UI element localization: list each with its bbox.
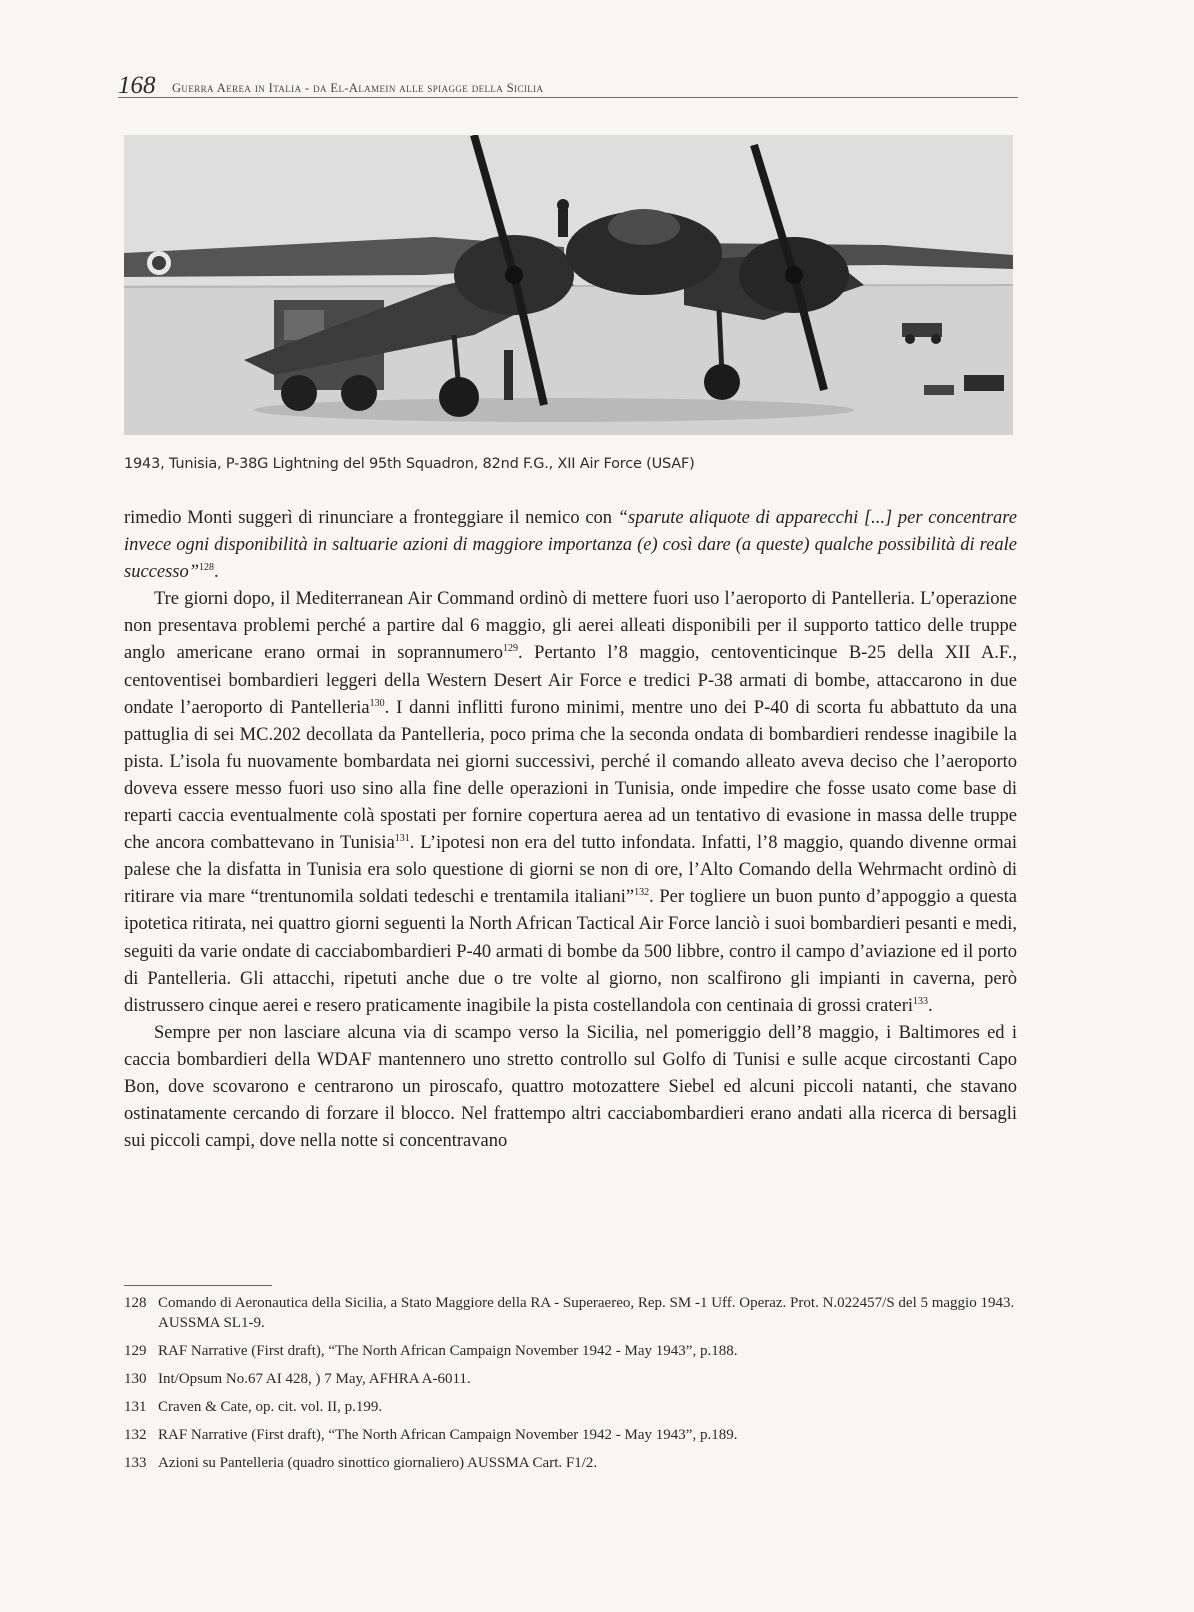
- footnote: [124, 1342, 1017, 1362]
- footnote-text: Craven & Cate, op. cit. vol. II, p.199.: [158, 1398, 383, 1415]
- paragraph-1-end: .: [214, 562, 219, 583]
- footnote: [124, 1454, 1017, 1474]
- paragraph-3: Sempre per non lasciare alcuna via di scampo verso la Sicilia, nel pomeriggio dell’8 maggio, i Baltimores ed i caccia bombardieri della WDAF mantennero uno stretto controllo sul Golfo di Tunisi e sulle acque circostanti Capo Bon, dove scovarono e centrarono un piroscafo, quattro motozattere Siebel ed alcuni piccoli natanti, che stavano ostinatamente cercando di forzare il blocco. Nel frattempo altri cacciabombardieri erano andati alla ricerca di bersagli sui piccoli campi, dove nella notte si concentravano: [124, 1022, 1017, 1152]
- running-title: Guerra Aerea in Italia - da El-Alamein alle spiagge della Sicilia: [172, 81, 544, 95]
- footnote-text: RAF Narrative (First draft), “The North African Campaign November 1942 - May 1943”, p.188.: [158, 1342, 738, 1359]
- paragraph-2-text-a: Tre giorni dopo, il Mediterranean Air Command ordinò di mettere fuori uso l’aeroporto di Pantelleria. L’operazione non presentava problemi perché a partire dal 6 maggio, gli aerei alleati disponibili per il supporto tattico delle truppe anglo americane erano ormai in soprannumero: [124, 589, 1017, 664]
- footnote-number: 129: [124, 1342, 147, 1359]
- footnotes: [124, 1294, 1017, 1482]
- paragraph-1: [124, 505, 1017, 586]
- running-header: [118, 74, 1018, 98]
- footnote-text: RAF Narrative (First draft), “The North African Campaign November 1942 - May 1943”, p.189.: [158, 1426, 738, 1443]
- footnote-ref-129: 129: [503, 643, 519, 655]
- footnote: [124, 1294, 1017, 1333]
- p38-photo-illustration: [124, 135, 1013, 435]
- footnote-ref-128: 128: [199, 562, 215, 574]
- paragraph-1-text: rimedio Monti suggerì di rinunciare a fronteggiare il nemico con: [124, 508, 618, 528]
- page-number: 168: [118, 72, 156, 99]
- header-rule: [118, 97, 1018, 98]
- footnote: [124, 1370, 1017, 1390]
- paragraph-2: [124, 586, 1017, 1020]
- footnote-ref-133: 133: [913, 995, 929, 1007]
- paragraph-2-text-d: . L’ipotesi non era del tutto infondata. Infatti, l’8 maggio, quando divenne ormai palese che la disfatta in Tunisia era solo questione di giorni se non di ore, l’Alto Comando della Wehrmacht ordinò di ritirare via mare “trentunomila soldati tedeschi e trentamila italiani”: [124, 833, 1017, 908]
- footnote-ref-132: 132: [634, 887, 650, 899]
- footnote-text: Azioni su Pantelleria (quadro sinottico giornaliero) AUSSMA Cart. F1/2.: [158, 1454, 598, 1471]
- footnote: [124, 1398, 1017, 1418]
- footnote-text: Int/Opsum No.67 AI 428, ) 7 May, AFHRA A-6011.: [158, 1370, 471, 1387]
- footnote: [124, 1426, 1017, 1446]
- footnote-number: 132: [124, 1426, 147, 1443]
- paragraph-2-text-b: . Pertanto l’8 maggio, centoventicinque B-25 della XII A.F., centoventisei bombardieri leggeri della Western Desert Air Force e tredici P-38 armati di bombe, attaccarono in due ondate l’aeroporto di Pantelleria: [124, 643, 1017, 718]
- footnote-text: Comando di Aeronautica della Sicilia, a Stato Maggiore della RA - Superaereo, Rep. SM -1 Uff. Operaz. Prot. N.022457/S del 5 maggio 1943. AUSSMA SL1-9.: [158, 1295, 1015, 1331]
- footnote-number: 128: [124, 1295, 147, 1311]
- footnote-number: 131: [124, 1398, 147, 1415]
- footnote-rule: [124, 1285, 272, 1286]
- paragraph-2-end: .: [928, 995, 933, 1016]
- footnote-ref-131: 131: [394, 832, 410, 844]
- footnote-number: 133: [124, 1454, 147, 1471]
- footnote-number: 130: [124, 1370, 147, 1387]
- body-text: [124, 505, 1017, 1155]
- paragraph-2-text-e: . Per togliere un buon punto d’appoggio a questa ipotetica ritirata, nei quattro giorni seguenti la North African Tactical Air Force lanciò i suoi bombardieri pesanti e medi, seguiti da varie ondate di cacciabombardieri P-40 armati di bombe da 500 libbre, contro il campo d’aviazione ed il porto di Pantelleria. Gli attacchi, ripetuti anche due o tre volte al giorno, non scalfirono gli impianti in caverna, però distrussero cinque aerei e resero praticamente inagibile la pista costellandola con centinaia di grossi crateri: [124, 887, 1017, 1016]
- footnote-ref-130: 130: [369, 697, 385, 709]
- paragraph-1-quote: “sparute aliquote di apparecchi [...] per concentrare invece ogni disponibilità in saltuarie azioni di maggiore importanza (e) così dare (a queste) qualche possibilità di reale successo”: [124, 508, 1018, 583]
- figure-caption: 1943, Tunisia, P-38G Lightning del 95th Squadron, 82nd F.G., XII Air Force (USAF): [124, 456, 695, 472]
- aircraft-photo: [124, 135, 1013, 435]
- paragraph-2-text-c: . I danni inflitti furono minimi, mentre uno dei P-40 di scorta fu abbattuto da una pattuglia di sei MC.202 decollata da Pantelleria, poco prima che la seconda ondata di bombardieri rendesse inagibile la pista. L’isola fu nuovamente bombardata nei giorni successivi, perché il comando alleato aveva deciso che l’aeroporto doveva essere messo fuori uso sino alla fine delle operazioni in Tunisia, onde impedire che fosse usato come base di reparti caccia eventualmente colà spostati per fornire copertura aerea ad un tentativo di evasione in massa delle truppe che ancora combattevano in Tunisia: [124, 697, 1018, 854]
